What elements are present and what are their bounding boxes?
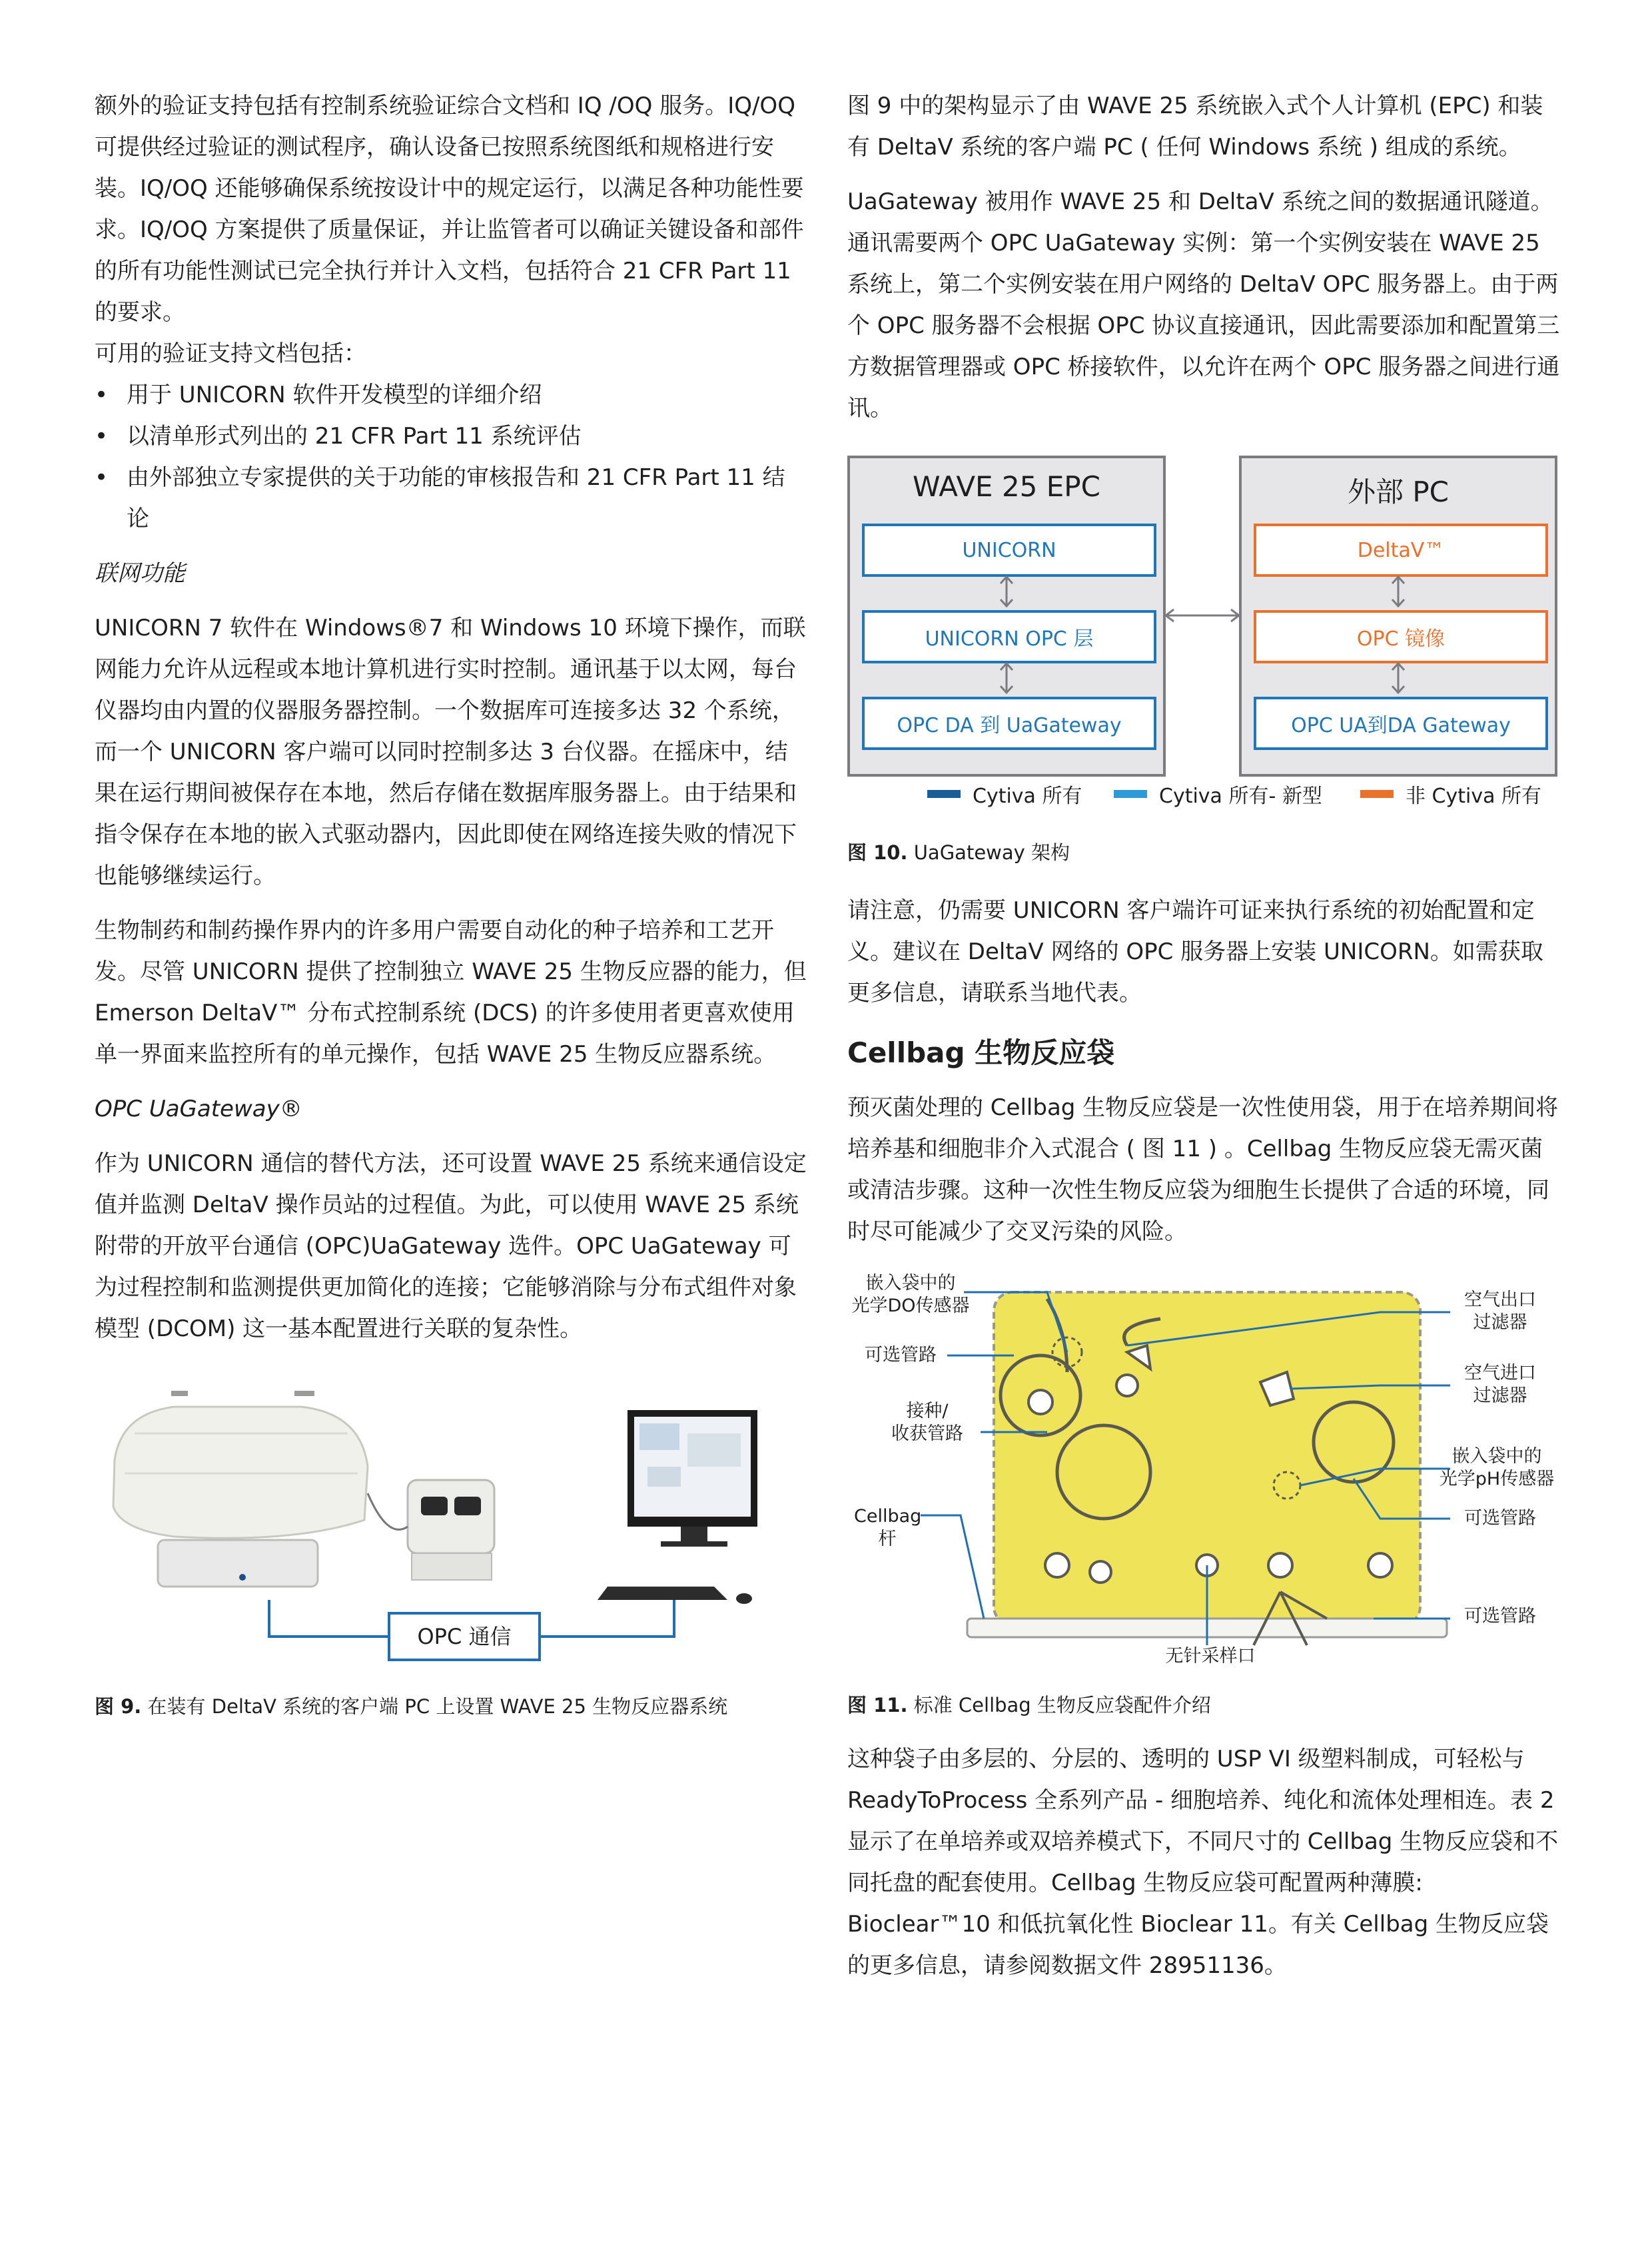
legend-cytiva-new	[1114, 779, 1322, 809]
figure-9	[95, 1387, 807, 1667]
uagateway-paragraph: UaGateway 被用作 WAVE 25 和 DeltaV 系统之间的数据通讯隧道。通讯需要两个 OPC UaGateway 实例：第一个实例安装在 WAVE 25 系统上，第二个实例安装在用户网络的 DeltaV OPC 服务器上。由于两个 OPC 服务器不会根据 OPC 协议直接通讯，因此需要添加和配置第三方数据管理器或 OPC 桥接软件，以允许在两个 OPC 服务器之间进行通讯。	[847, 188, 1560, 422]
cellbag-paragraph: 预灭菌处理的 Cellbag 生物反应袋是一次性使用袋，用于在培养期间将培养基和细胞非介入式混合 ( 图 11 ) 。Cellbag 生物反应袋无需灭菌或清洁步骤。这种一次性生物反应袋为细胞生长提供了合适的环境，同时尽可能减少了交叉污染的风险。	[847, 1094, 1559, 1245]
legend-non-cytiva	[1360, 779, 1541, 809]
figure-10	[847, 456, 1560, 815]
docs-intro: 可用的验证支持文档包括：	[95, 340, 366, 367]
caption-text: 在装有 DeltaV 系统的客户端 PC 上设置 WAVE 25 生物反应器系统	[141, 1695, 728, 1718]
callout-optional-tubing: 可选管路	[1464, 1606, 1536, 1627]
callout-air-inlet-filter: 空气进口 过滤器	[1464, 1363, 1536, 1406]
computer-image	[598, 1410, 757, 1604]
list-item: • 以清单形式列出的 21 CFR Part 11 系统评估	[95, 416, 807, 457]
callout-air-outlet-filter: 空气出口 过滤器	[1464, 1290, 1536, 1333]
deltav-paragraph: 生物制药和制药操作界内的许多用户需要自动化的种子培养和工艺开发。尽管 UNICORN 提供了控制独立 WAVE 25 生物反应器的能力，但 Emerson DeltaV™ 分布式控制系统 (DCS) 的许多使用者更喜欢使用单一界面来监控所有的单元操作，包括 WAVE 25 生物反应器系统。	[95, 917, 807, 1068]
legend-cytiva	[927, 779, 1082, 809]
opc-da-box: OPC DA 到 UaGateway	[862, 697, 1156, 750]
callout-optional-tubing: 可选管路	[865, 1345, 937, 1365]
wave25-system-photo	[95, 1387, 807, 1667]
architecture-arrows	[847, 456, 1560, 777]
legend-swatch	[1114, 790, 1147, 798]
legend-swatch	[1360, 790, 1394, 798]
opc-ua-da-box: OPC UA到DA Gateway	[1254, 697, 1548, 750]
caption-number: 图 10.	[847, 841, 908, 864]
license-paragraph: 请注意，仍需要 UNICORN 客户端许可证来执行系统的初始配置和定义。建议在 DeltaV 网络的 OPC 服务器上安装 UNICORN。如需获取更多信息，请联系当地代表。	[847, 897, 1543, 1006]
callout-inoculation-tubing: 接种/ 收获管路	[891, 1401, 963, 1444]
figure-9-caption	[95, 1693, 807, 1720]
unicorn-opc-box: UNICORN OPC 层	[862, 610, 1156, 663]
caption-number: 图 9.	[95, 1695, 142, 1718]
cellbag-heading: Cellbag 生物反应袋	[847, 1036, 1115, 1069]
opc-heading: OPC UaGateway®	[95, 1096, 302, 1122]
validation-paragraph: 额外的验证支持包括有控制系统验证综合文档和 IQ /OQ 服务。IQ/OQ 可提供经过验证的测试程序，确认设备已按照系统图纸和规格进行安装。IQ/OQ 还能够确保系统按设计中的规定运行，以满足各种功能性要求。IQ/OQ 方案提供了质量保证，并让监管者可以确证关键设备和部件的所有功能性测试已完全执行并计入文档，包括符合 21 CFR Part 11 的要求。	[95, 93, 804, 326]
opc-mirror-box: OPC 镜像	[1254, 610, 1548, 663]
caption-number: 图 11.	[847, 1694, 908, 1716]
callout-do-sensor: 嵌入袋中的 光学DO传感器	[851, 1273, 970, 1316]
legend-label: Cytiva 所有- 新型	[1159, 785, 1322, 808]
figure-11-caption	[847, 1692, 1560, 1718]
architecture-paragraph: 图 9 中的架构显示了由 WAVE 25 系统嵌入式个人计算机 (EPC) 和装有 DeltaV 系统的客户端 PC ( 任何 Windows 系统 ) 组成的系统。	[847, 93, 1543, 161]
network-heading: 联网功能	[95, 560, 185, 587]
list-item: • 由外部独立专家提供的关于功能的审核报告和 21 CFR Part 11 结论	[95, 457, 807, 540]
network-paragraph: UNICORN 7 软件在 Windows®7 和 Windows 10 环境下操作，而联网能力允许从远程或本地计算机进行实时控制。通讯基于以太网，每台仪器均由内置的仪器服务器控制。一个数据库可连接多达 32 个系统，而一个 UNICORN 客户端可以同时控制多达 3 台仪器。在摇床中，结果在运行期间被保存在本地，然后存储在数据库服务器上。由于结果和指令保存在本地的嵌入式驱动器内，因此即使在网络连接失败的情况下也能够继续运行。	[95, 615, 806, 889]
panel-title: 外部 PC	[1347, 476, 1449, 508]
validation-doc-list	[95, 374, 807, 540]
legend-label: 非 Cytiva 所有	[1406, 785, 1542, 808]
material-paragraph: 这种袋子由多层的、分层的、透明的 USP VI 级塑料制成，可轻松与 ReadyToProcess 全系列产品 - 细胞培养、纯化和流体处理相连。表 2 显示了在单培养或双培养模式下，不同尺寸的 Cellbag 生物反应袋和不同托盘的配套使用。Cellbag 生物反应袋可配置两种薄膜: Bioclear™10 和低抗氧化性 Bioclear 11。有关 Cellbag 生物反应袋的更多信息，请参阅数据文件 28951136。	[847, 1746, 1559, 1979]
deltav-box: DeltaV™	[1254, 524, 1548, 577]
caption-text: UaGateway 架构	[907, 841, 1070, 864]
legend-label: Cytiva 所有	[973, 785, 1082, 808]
left-column	[95, 85, 807, 1720]
rocker-unit-image	[113, 1393, 368, 1587]
figure-10-caption	[847, 839, 1560, 866]
panel-title: WAVE 25 EPC	[913, 470, 1100, 503]
list-item: • 用于 UNICORN 软件开发模型的详细介绍	[95, 374, 807, 416]
callout-needleless-port: 无针采样口	[1165, 1646, 1256, 1667]
caption-text: 标准 Cellbag 生物反应袋配件介绍	[907, 1694, 1211, 1716]
callout-optional-tubing: 可选管路	[1464, 1508, 1536, 1529]
opc-paragraph: 作为 UNICORN 通信的替代方法，还可设置 WAVE 25 系统来通信设定值并监测 DeltaV 操作员站的过程值。为此，可以使用 WAVE 25 系统附带的开放平台通信 (OPC)UaGateway 选件。OPC UaGateway 可为过程控制和监测提供更加简化的连接；它能够消除与分布式组件对象模型 (DCOM) 这一基本配置进行关联的复杂性。	[95, 1150, 807, 1342]
legend-swatch	[927, 790, 961, 798]
callout-cellbag-rod: Cellbag杆	[854, 1506, 922, 1549]
callout-ph-sensor: 嵌入袋中的 光学pH传感器	[1439, 1446, 1555, 1489]
opc-comm-label: OPC 通信	[417, 1624, 512, 1649]
unicorn-box: UNICORN	[862, 524, 1156, 577]
figure-11	[847, 1272, 1560, 1672]
right-column	[847, 85, 1560, 1986]
controller-unit-image	[368, 1480, 494, 1580]
